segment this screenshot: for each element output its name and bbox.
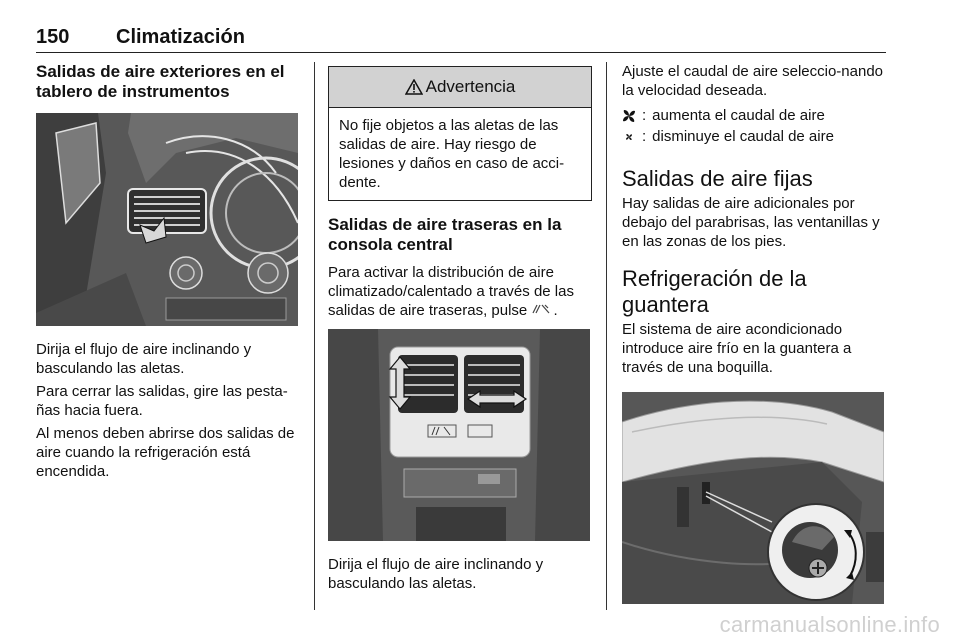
column-divider <box>606 62 607 610</box>
paragraph: Dirija el flujo de aire inclinando y basculando las aletas. <box>328 556 544 592</box>
fan-decrease-row: : disminuye el caudal de aire <box>622 127 886 146</box>
paragraph: Para activar la distribución de aire climatizado/calentado a través de las salidas de aire traseras, pulse . <box>328 264 574 319</box>
warning-text: No fije objetos a las aletas de las salidas de aire. Hay riesgo de lesiones y daños en caso de acci-dente. <box>339 117 565 191</box>
fan-increase-row: : aumenta el caudal de aire <box>622 106 886 125</box>
section-heading-glovebox: Refrigeración de la guantera <box>622 266 807 317</box>
paragraph: Para cerrar las salidas, gire las pesta-ñas hacia fuera. <box>36 383 288 419</box>
column-divider <box>314 62 315 610</box>
glovebox-nozzle-illustration <box>622 392 884 604</box>
page-header <box>36 26 886 53</box>
section-heading-fixed-vents: Salidas de aire fijas <box>622 166 813 191</box>
paragraph: Hay salidas de aire adicionales por debajo del parabrisas, las ventanillas y en las zonas de los pies. <box>622 195 880 250</box>
dashboard-air-vent-figure <box>36 113 298 326</box>
paragraph: El sistema de aire acondicionado introduce aire frío en la guantera a través de una boquilla. <box>622 321 852 376</box>
chapter-title: Climatización <box>116 26 245 48</box>
fan-decrease-text: disminuye el caudal de aire <box>652 128 834 145</box>
column-1 <box>36 62 300 481</box>
fan-small-icon <box>622 130 636 144</box>
paragraph: Dirija el flujo de aire inclinando y basculando las aletas. <box>36 341 252 377</box>
page-number: 150 <box>36 26 70 48</box>
dashboard-air-vent-illustration <box>36 113 298 326</box>
glovebox-figure <box>622 392 884 604</box>
fan-large-icon <box>622 109 636 123</box>
column-3 <box>622 62 886 604</box>
rear-console-vent-figure <box>328 329 590 541</box>
paragraph: Ajuste el caudal de aire seleccio-nando la velocidad deseada. <box>622 63 883 99</box>
rear-airflow-icon <box>531 303 553 315</box>
section-heading-rear-vents: Salidas de aire traseras en la consola central <box>328 215 562 254</box>
column-2 <box>328 62 592 593</box>
warning-header <box>329 67 591 108</box>
watermark: carmanualsonline.info <box>719 612 940 637</box>
fan-increase-text: aumenta el caudal de aire <box>652 107 825 124</box>
warning-title: Advertencia <box>425 77 516 96</box>
paragraph: Al menos deben abrirse dos salidas de aire cuando la refrigeración está encendida. <box>36 425 295 480</box>
section-heading-exterior-vents: Salidas de aire exteriores en el tablero de instrumentos <box>36 62 285 101</box>
warning-triangle-icon <box>405 79 423 95</box>
warning-box <box>328 66 592 201</box>
rear-console-air-vent-illustration <box>328 329 590 541</box>
